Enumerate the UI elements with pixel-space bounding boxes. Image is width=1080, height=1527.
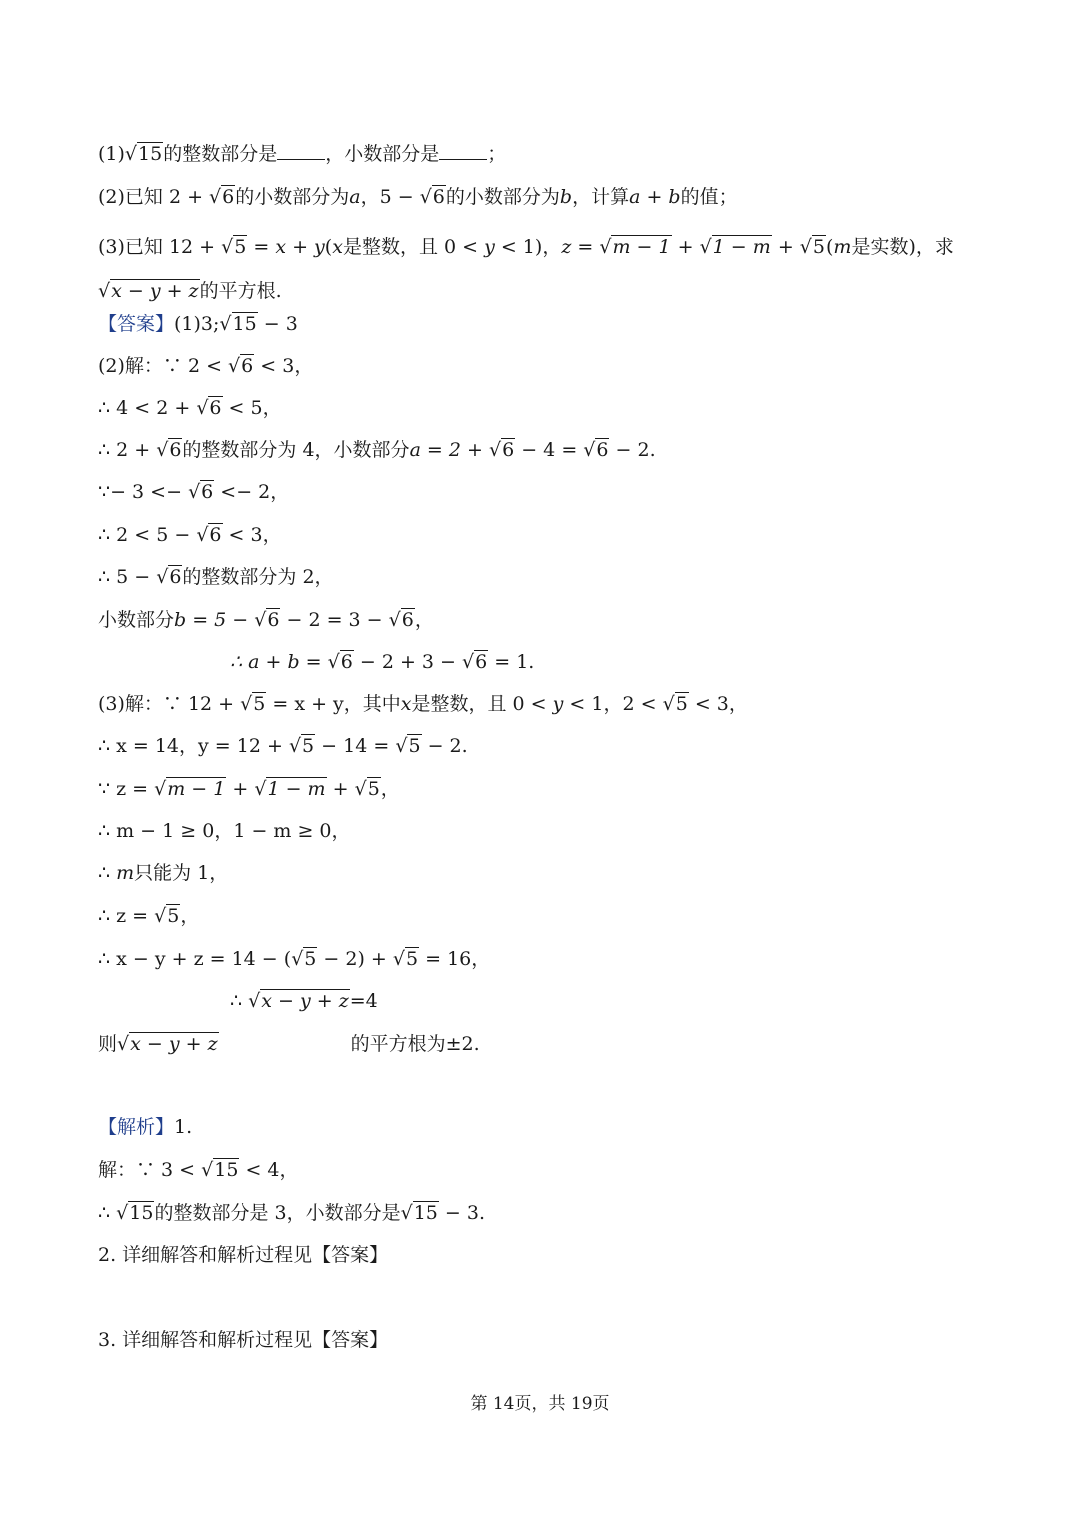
var-m: m: [116, 862, 135, 884]
radical: √6: [462, 651, 488, 673]
answer-blank-2: [439, 141, 487, 160]
question-1: [98, 140, 506, 168]
question-2: [98, 183, 738, 211]
ans-text: ∴ 2 < 5 −: [98, 524, 197, 546]
q3-text-4: 的平方根.: [199, 280, 282, 302]
answer-line-17: [230, 987, 378, 1015]
answer-line-2: [98, 352, 313, 380]
ans-text: ，: [414, 609, 434, 631]
ans-text: − 2.: [421, 735, 468, 757]
answer-line-3: [98, 394, 282, 422]
ans-text: (3)解：∵ 12 +: [98, 693, 241, 715]
ans-text: ，: [180, 905, 200, 927]
ans-text: < 1，2 <: [563, 693, 663, 715]
var-y: y: [484, 236, 495, 258]
answer-line-11: [98, 732, 468, 760]
q2-text-4: ，计算: [572, 186, 630, 208]
var-x: x: [332, 236, 343, 258]
q2-text-5: 的值；: [680, 186, 738, 208]
answer-line-14: [98, 859, 228, 887]
ans-text: = x + y，其中: [266, 693, 401, 715]
ans-text: ∴ m − 1 ≥ 0，1 − m ≥ 0，: [98, 820, 351, 842]
ans-text: ∴ z =: [98, 905, 155, 927]
ans-text: (2)解：∵ 2 <: [98, 355, 229, 377]
ans-text: 的整数部分为 4，小数部分: [182, 439, 410, 461]
analysis-text: < 4，: [239, 1159, 299, 1181]
page-footer: 第 14页，共 19页: [470, 1394, 610, 1414]
var-b: b: [559, 186, 573, 208]
radical: √5: [395, 735, 421, 757]
answer-line-16: [98, 945, 490, 973]
ans-text: (1)3;: [174, 313, 220, 335]
radical: √6: [254, 609, 280, 631]
q2-text-2: ，5 −: [360, 186, 420, 208]
answer-line-13: [98, 817, 351, 845]
expr-a-plus-b: a + b: [629, 186, 681, 208]
var-y: y: [552, 693, 564, 715]
ans-text: ∴: [98, 862, 117, 884]
ans-text: − 14 =: [315, 735, 396, 757]
ans-text: 是整数，且 0 <: [411, 693, 553, 715]
analysis-text: − 3.: [438, 1202, 486, 1224]
answer-line-8: [98, 606, 434, 634]
ans-text: ∴: [230, 990, 249, 1012]
answer-line-9: [230, 648, 534, 676]
analysis-text: ∴: [98, 1202, 117, 1224]
var-x: x: [400, 693, 412, 715]
analysis-line-4: 2. 详细解答和解析过程见【答案】: [98, 1244, 389, 1266]
radical: √15: [124, 143, 163, 165]
radical: √6: [488, 439, 515, 461]
ans-text: < 3，: [688, 693, 748, 715]
radical: √6: [156, 439, 182, 461]
ans-text: < 5，: [222, 397, 282, 419]
analysis-line-3: [98, 1199, 485, 1227]
answer-line-18: [98, 1030, 480, 1058]
radical: √1 − m: [699, 236, 771, 258]
answer-line-5: [98, 478, 289, 506]
ans-text: − 2 + 3 −: [353, 651, 463, 673]
radical: √x − y + z: [98, 280, 199, 302]
radical: √5: [662, 693, 688, 715]
ans-text: +: [326, 778, 355, 800]
analysis-line-5: 3. 详细解答和解析过程见【答案】: [98, 1329, 389, 1351]
ans-text: − 2 = 3 −: [280, 609, 389, 631]
radical: √6: [228, 355, 254, 377]
var-m: m: [833, 236, 852, 258]
ans-text: − 2.: [609, 439, 656, 461]
ans-text: − 2) +: [317, 948, 393, 970]
analysis-text: 1.: [174, 1116, 193, 1138]
radical: √6: [419, 186, 445, 208]
analysis-text: 的整数部分是 3，小数部分是: [154, 1202, 401, 1224]
ans-text: − 4 =: [515, 439, 584, 461]
q3-text: 是整数，且 0 <: [342, 236, 485, 258]
ans-text: ∴ x = 14，y = 12 +: [98, 735, 289, 757]
ans-text: ∴ a + b =: [230, 651, 328, 673]
q2-text-3: 的小数部分为: [445, 186, 560, 208]
radical: √1 − m: [254, 778, 326, 800]
question-3: [98, 225, 978, 313]
radical: √15: [219, 313, 257, 335]
radical: √6: [583, 439, 609, 461]
radical: √6: [209, 186, 235, 208]
radical: √6: [156, 566, 182, 588]
ans-text: 则: [98, 1033, 118, 1055]
answer-line-6: [98, 521, 282, 549]
answer-tag: 【答案】: [98, 313, 175, 335]
radical: √5: [154, 905, 180, 927]
ans-text: 只能为 1，: [134, 862, 229, 884]
ans-text: ∴ 5 −: [98, 566, 157, 588]
ans-text: a = 2 +: [409, 439, 489, 461]
radical: √6: [196, 397, 222, 419]
ans-text: − 3: [257, 313, 298, 335]
answer-blank-1: [277, 141, 325, 160]
radical: √x − y + z: [117, 1033, 218, 1055]
analysis-tag: 【解析】: [98, 1116, 175, 1138]
q3-paren-2: (: [825, 236, 834, 258]
answer-line-4: [98, 436, 656, 464]
ans-text: ，: [380, 778, 400, 800]
ans-text: ∵− 3 <−: [98, 481, 189, 503]
answer-line-15: [98, 902, 199, 930]
radical: √5: [288, 735, 315, 757]
ans-text: =4: [349, 990, 378, 1012]
ans-text: ∴ x − y + z = 14 − (: [98, 948, 292, 970]
radical: √6: [388, 609, 414, 631]
radical: √6: [327, 651, 353, 673]
ans-text: = 16，: [419, 948, 491, 970]
analysis-line-2: [98, 1156, 299, 1184]
analysis-text: 解：∵ 3 <: [98, 1159, 202, 1181]
q3-paren: (: [324, 236, 333, 258]
radical: √5: [291, 948, 317, 970]
radical: √m − 1: [154, 778, 226, 800]
answer-line-7: [98, 563, 334, 591]
ans-text: b = 5 −: [174, 609, 255, 631]
q1-text-3: ；: [487, 143, 507, 165]
q2-prefix: (2)已知 2 +: [98, 186, 210, 208]
q3-text-2: < 1)，: [494, 236, 562, 258]
radical: √5: [799, 236, 825, 258]
radical: √15: [201, 1159, 239, 1181]
ans-text: < 3，: [222, 524, 282, 546]
radical: √6: [188, 481, 214, 503]
ans-text: = 1.: [488, 651, 535, 673]
radical: √m − 1: [599, 236, 671, 258]
q3-plus: +: [671, 236, 700, 258]
analysis-line-1: [98, 1113, 192, 1141]
q3-eq-2: =: [571, 236, 600, 258]
q3-text-3: 是实数)，求: [851, 236, 954, 258]
ans-text: <− 2，: [214, 481, 290, 503]
q3-plus-2: +: [771, 236, 800, 258]
radical: √6: [196, 524, 222, 546]
expr-x-plus-y: x + y: [275, 236, 325, 258]
radical: √15: [116, 1202, 154, 1224]
ans-text: ∴ 2 +: [98, 439, 157, 461]
ans-text: < 3，: [254, 355, 314, 377]
var-a: a: [349, 186, 361, 208]
q1-text: 的整数部分是: [163, 143, 278, 165]
ans-text: 的平方根为±2.: [350, 1033, 480, 1055]
answer-line-12: [98, 775, 400, 803]
ans-text: 小数部分: [98, 609, 175, 631]
q3-eq: =: [247, 236, 276, 258]
ans-text: ∵ z =: [98, 778, 155, 800]
ans-text: 的整数部分为 2，: [182, 566, 334, 588]
q1-prefix: (1): [98, 143, 125, 165]
answer-line-10: [98, 690, 748, 718]
radical: √5: [392, 948, 419, 970]
var-z: z: [561, 236, 572, 258]
radical: √5: [240, 693, 266, 715]
radical: √x − y + z: [248, 990, 349, 1012]
radical: √5: [354, 778, 380, 800]
ans-text: ∴ 4 < 2 +: [98, 397, 197, 419]
q2-text: 的小数部分为: [235, 186, 350, 208]
q3-prefix: (3)已知 12 +: [98, 236, 222, 258]
ans-text: +: [226, 778, 255, 800]
q1-text-2: ，小数部分是: [325, 143, 440, 165]
radical: √15: [400, 1202, 438, 1224]
radical: √5: [221, 236, 247, 258]
answer-line-1: [98, 310, 298, 338]
